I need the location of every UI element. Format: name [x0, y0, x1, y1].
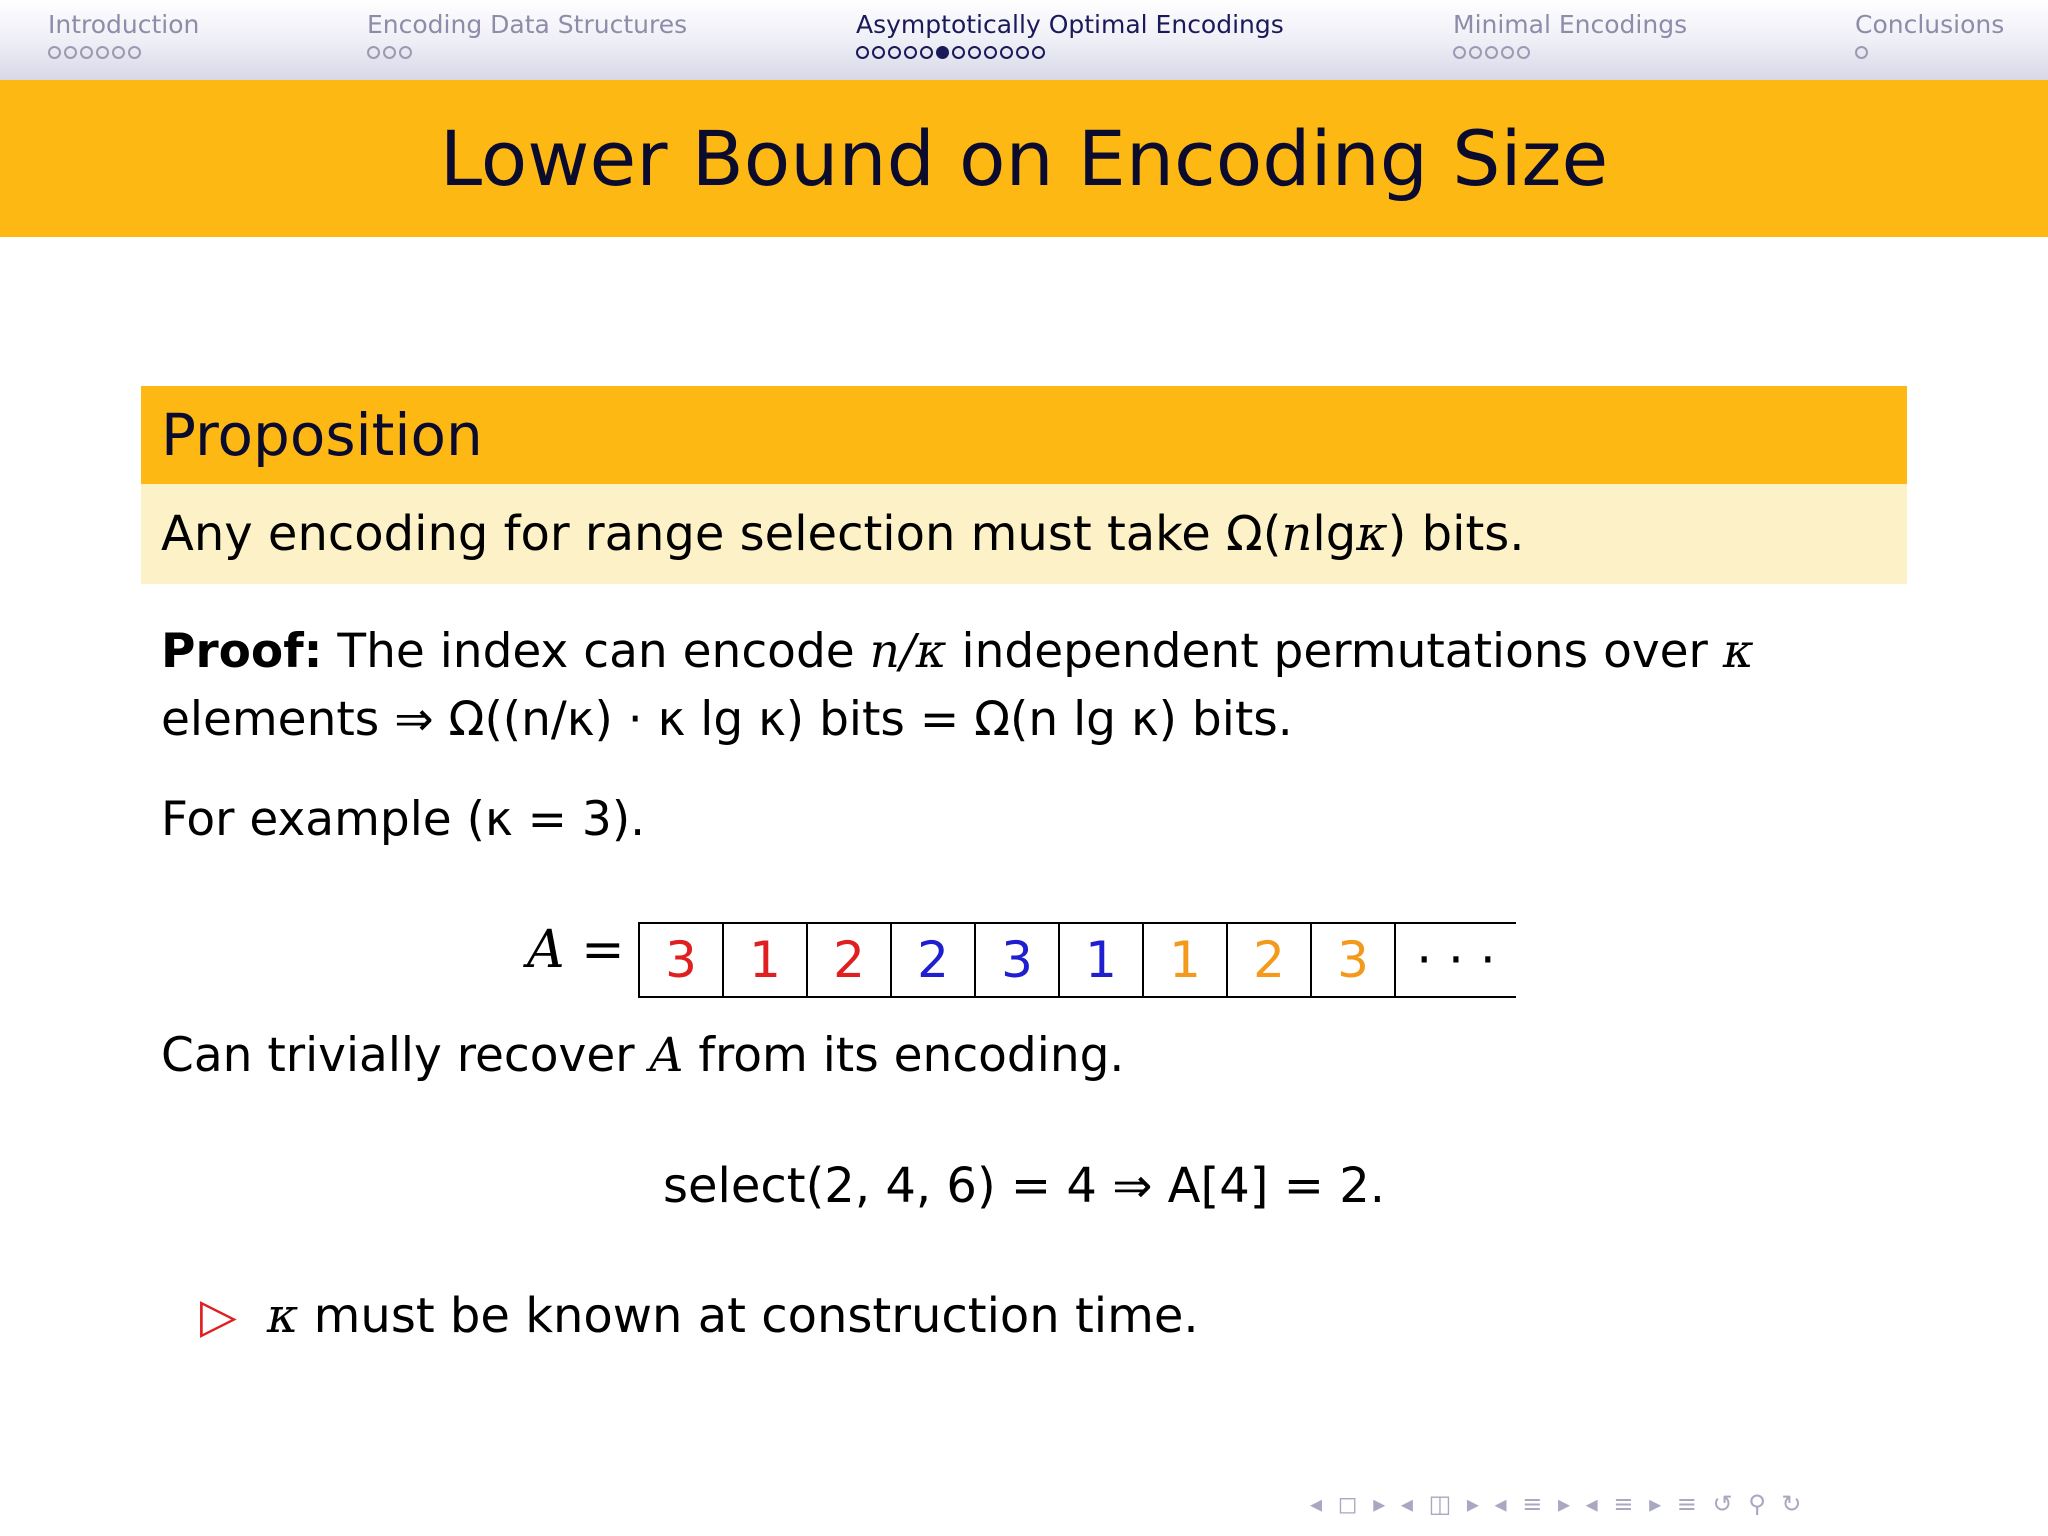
nav-dots[interactable] — [1453, 46, 1687, 59]
proof-line1-a: The index can encode — [322, 624, 870, 679]
nav-dot[interactable] — [984, 46, 997, 59]
nav-dot[interactable] — [1485, 46, 1498, 59]
section-navigation-bar — [0, 0, 2048, 80]
proof-line2: elements ⇒ Ω((n/κ) · κ lg κ) bits = Ω(n lg κ) bits. — [161, 692, 1293, 747]
nav-dot[interactable] — [1517, 46, 1530, 59]
array-cell: 1 — [1060, 924, 1144, 996]
bullet-kappa: κ — [266, 1288, 299, 1344]
slide-title: Lower Bound on Encoding Size — [439, 114, 1609, 203]
nav-section-conclusions[interactable] — [1855, 8, 2004, 59]
array-ellipsis: · · · — [1416, 931, 1496, 989]
array-label: A = — [527, 920, 625, 980]
proposition-block-header — [141, 386, 1907, 484]
nav-dot[interactable] — [1016, 46, 1029, 59]
slide-title-bar — [0, 80, 2048, 237]
nav-dot[interactable] — [128, 46, 141, 59]
bullet-text: must be known at construction time. — [298, 1288, 1199, 1344]
nav-section-title[interactable]: Minimal Encodings — [1453, 10, 1688, 39]
nav-dot[interactable] — [367, 46, 380, 59]
nav-dot[interactable] — [48, 46, 61, 59]
proposition-var-n: n — [1281, 506, 1313, 562]
nav-dot[interactable] — [1000, 46, 1013, 59]
array-cell: 2 — [1228, 924, 1312, 996]
nav-dots[interactable] — [48, 46, 199, 59]
array-cell: 3 — [1312, 924, 1396, 996]
nav-section-title[interactable]: Introduction — [48, 10, 200, 39]
nav-section-introduction[interactable] — [48, 8, 199, 59]
nav-dot[interactable] — [1469, 46, 1482, 59]
nav-section-title[interactable]: Asymptotically Optimal Encodings — [856, 10, 1284, 39]
array-cell: 2 — [892, 924, 976, 996]
nav-dot[interactable] — [1453, 46, 1466, 59]
proof-label: Proof: — [161, 624, 323, 679]
nav-dot[interactable] — [856, 46, 869, 59]
bullet-item — [200, 1288, 1199, 1344]
nav-dot[interactable] — [1032, 46, 1045, 59]
proof-line1-b: independent permutations over — [946, 624, 1723, 679]
nav-dot[interactable] — [952, 46, 965, 59]
nav-dots[interactable] — [367, 46, 687, 59]
recover-text-b: from its encoding. — [683, 1028, 1125, 1083]
beamer-navigation-symbols[interactable]: ◂ ◻ ▸ ◂ ◫ ▸ ◂ ≡ ▸ ◂ ≡ ▸ ≡ ↺ ⚲ ↻ — [1310, 1490, 1806, 1518]
nav-dot[interactable] — [936, 46, 949, 59]
recover-var-A: A — [649, 1028, 684, 1083]
array-cell: 3 — [976, 924, 1060, 996]
proposition-heading: Proposition — [161, 401, 483, 469]
proposition-block-body — [141, 484, 1907, 584]
nav-dot[interactable] — [920, 46, 933, 59]
proof-line1-kappa: κ — [1722, 624, 1754, 679]
nav-dot[interactable] — [1855, 46, 1868, 59]
nav-dot[interactable] — [80, 46, 93, 59]
recover-text — [161, 1022, 1124, 1090]
array-cell: 1 — [724, 924, 808, 996]
proposition-text-start: Any encoding for range selection must take Ω( — [161, 506, 1282, 562]
proposition-lg: lg — [1312, 506, 1357, 562]
nav-section-asymptotically-optimal-encodings[interactable] — [856, 8, 1284, 59]
proposition-var-kappa: κ — [1356, 506, 1388, 562]
array-cell: 2 — [808, 924, 892, 996]
nav-dot[interactable] — [1501, 46, 1514, 59]
recover-text-a: Can trivially recover — [161, 1028, 650, 1083]
example-text: For example (κ = 3). — [161, 792, 646, 847]
array-cell: 3 — [640, 924, 724, 996]
proof-line1-frac: n/κ — [869, 624, 947, 679]
nav-dot[interactable] — [399, 46, 412, 59]
nav-section-encoding-data-structures[interactable] — [367, 8, 687, 59]
nav-section-title[interactable]: Conclusions — [1855, 10, 2005, 39]
nav-dot[interactable] — [872, 46, 885, 59]
proposition-text-end: ) bits. — [1387, 506, 1525, 562]
nav-section-minimal-encodings[interactable] — [1453, 8, 1687, 59]
proof-paragraph — [161, 618, 1754, 754]
select-equation: select(2, 4, 6) = 4 ⇒ A[4] = 2. — [662, 1158, 1386, 1214]
nav-dot[interactable] — [96, 46, 109, 59]
nav-dot[interactable] — [383, 46, 396, 59]
nav-dot[interactable] — [64, 46, 77, 59]
nav-dots[interactable] — [856, 46, 1284, 59]
nav-dots[interactable] — [1855, 46, 2004, 59]
triangle-bullet-icon: ▷ — [200, 1288, 237, 1344]
nav-dot[interactable] — [112, 46, 125, 59]
array-cell: 1 — [1144, 924, 1228, 996]
array-A — [638, 922, 1516, 998]
nav-section-title[interactable]: Encoding Data Structures — [367, 10, 688, 39]
nav-dot[interactable] — [888, 46, 901, 59]
nav-dot[interactable] — [968, 46, 981, 59]
nav-dot[interactable] — [904, 46, 917, 59]
